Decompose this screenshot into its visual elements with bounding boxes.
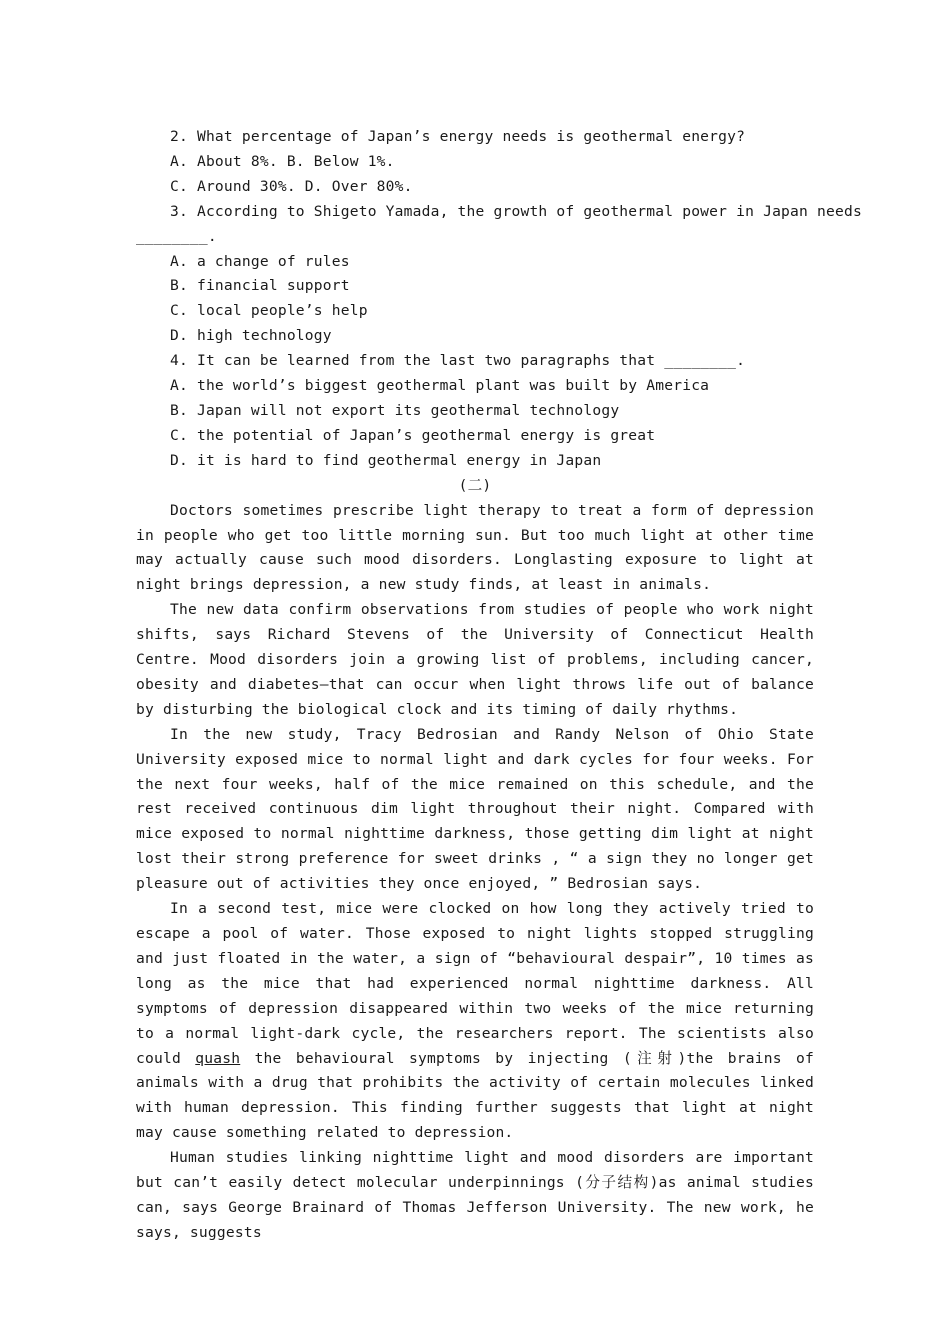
question-4-stem: 4. It can be learned from the last two paragraphs that ________. — [170, 352, 746, 370]
passage-paragraph-2: The new data confirm observations from studies of people who work night shifts, says Richard Stevens of the University of Connecticut Health Centre. Mood disorders join a growing list of problems, including cancer, obesity and diabetes—that can occur when light throws life out of balance by disturbing the biological clock and its timing of daily rhythms. — [136, 601, 814, 718]
question-4-option-a: A. the world’s biggest geothermal plant was built by America — [170, 377, 710, 395]
question-3-option-c: C. local people’s help — [170, 302, 368, 320]
question-3-option-b: B. financial support — [170, 277, 350, 295]
section-heading: (二) — [458, 476, 492, 494]
underlined-word-quash: quash — [195, 1049, 241, 1067]
question-3-blank: ________. — [136, 227, 217, 245]
passage-paragraph-5: Human studies linking nighttime light and mood disorders are important but can’t easily detect molecular underpinnings (分子结构)as animal studies can, says George Brainard of Thomas Jefferson University. The new work, he says, suggests — [136, 1149, 814, 1241]
question-3-option-a: A. a change of rules — [170, 252, 350, 270]
document-page — [136, 125, 862, 1246]
passage-paragraph-4 — [136, 897, 814, 1146]
paragraph-4-text-before: In a second test, mice were clocked on how long they actively tried to escape a pool of water. Those exposed to night lights stopped struggling and just floated in the water, a sign of “behavioural despair”, 10 times as long as the mice that had experienced normal nighttime darkness. All symptoms of depression disappeared within two weeks of the mice returning to a normal light-dark cycle, the researchers report. The scientists also could — [136, 900, 814, 1067]
question-2-stem: 2. What percentage of Japan’s energy needs is geothermal energy? — [170, 128, 746, 145]
question-4-option-c: C. the potential of Japan’s geothermal energy is great — [170, 426, 656, 444]
paragraph-4-text-after: the behavioural symptoms by injecting (注射)the brains of animals with a drug that prohibits the activity of certain molecules linked with human depression. This finding further suggests that light at night may cause something related to depression. — [136, 1049, 814, 1142]
question-4-option-d: D. it is hard to find geothermal energy in Japan — [170, 451, 602, 469]
passage-paragraph-3: In the new study, Tracy Bedrosian and Randy Nelson of Ohio State University exposed mice to normal light and dark cycles for four weeks. For the next four weeks, half of the mice remained on this schedule, and the rest received continuous dim light throughout their night. Compared with mice exposed to normal nighttime darkness, those getting dim light at night lost their strong preference for sweet drinks , “ a sign they no longer get pleasure out of activities they once enjoyed, ” Bedrosian says. — [136, 725, 814, 893]
question-3-option-d: D. high technology — [170, 327, 332, 345]
question-2-options-cd: C. Around 30%. D. Over 80%. — [170, 177, 413, 195]
passage-paragraph-1: Doctors sometimes prescribe light therapy to treat a form of depression in people who get too little morning sun. But too much light at other time may actually cause such mood disorders. Longlasting exposure to light at night brings depression, a new study finds, at least in animals. — [136, 501, 814, 594]
question-4-option-b: B. Japan will not export its geothermal technology — [170, 401, 620, 419]
question-2-options-ab: A. About 8%. B. Below 1%. — [170, 152, 395, 170]
question-3-stem: 3. According to Shigeto Yamada, the growth of geothermal power in Japan needs — [170, 202, 862, 220]
